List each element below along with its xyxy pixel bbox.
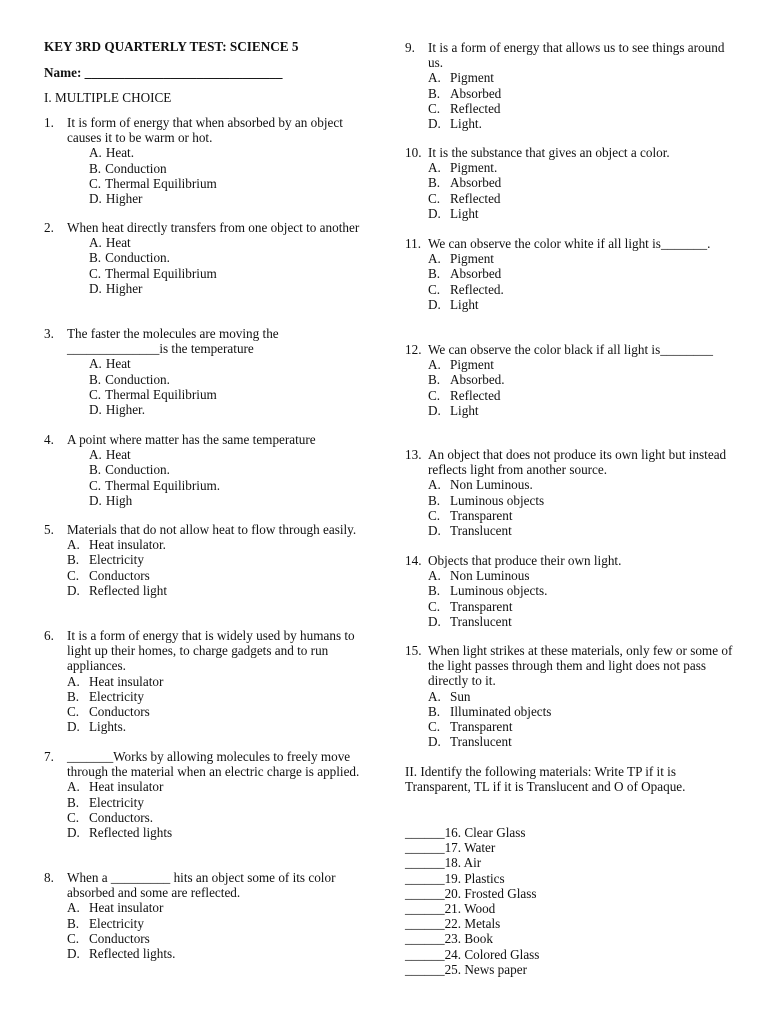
option-b: B. Luminous objects (428, 492, 545, 508)
question-number: 9. (405, 40, 415, 55)
option-d: D. Reflected lights. (67, 946, 176, 962)
option-b: B. Absorbed. (428, 372, 505, 388)
identify-item: ______23. Book (405, 931, 493, 947)
option-c: C. Reflected (428, 387, 501, 403)
option-d: D. Light (428, 205, 479, 221)
question-number: 3. (44, 326, 54, 341)
identify-item: ______24. Colored Glass (405, 946, 540, 962)
question-text: When light strikes at these materials, only few or some of the light passes through them and light does not pass directly to it. (428, 643, 733, 689)
question-number: 12. (405, 342, 422, 357)
question-text: It is the substance that gives an object a color. (428, 145, 670, 160)
identify-item: ______20. Frosted Glass (405, 885, 537, 901)
option-a: A. Pigment (428, 70, 494, 86)
question-number: 10. (405, 145, 422, 160)
option-d: D. Light (428, 296, 479, 312)
option-b: B. Electricity (67, 794, 144, 810)
question-text: An object that does not produce its own light but instead reflects light from another source. (428, 447, 727, 478)
identify-item: ______22. Metals (405, 916, 501, 932)
identify-item: ______17. Water (405, 840, 496, 856)
question-text: It is a form of energy that is widely used by humans to light up their homes, to charge gadgets and to run appliances. (67, 628, 355, 674)
option-c: C. Thermal Equilibrium (89, 265, 217, 281)
question-text: We can observe the color white if all light is_______. (428, 236, 711, 251)
question-text: _______Works by allowing molecules to freely move through the material when an electric charge is applied. (67, 749, 360, 780)
question-6 (44, 628, 369, 734)
option-a: A. Pigment. (428, 160, 498, 176)
option-a: A. Heat (89, 235, 131, 251)
question-2 (44, 220, 369, 296)
question-text: When a _________ hits an object some of its color absorbed and some are reflected. (67, 870, 336, 901)
identify-item: ______19. Plastics (405, 870, 505, 886)
option-c: C. Reflected (428, 190, 501, 206)
option-c: C. Conductors. (67, 809, 154, 825)
option-b: B. Conduction (89, 160, 167, 176)
question-number: 13. (405, 447, 422, 462)
option-b: B. Illuminated objects (428, 703, 552, 719)
question-number: 4. (44, 432, 54, 447)
option-c: C. Reflected (428, 100, 501, 116)
option-d: D. Higher. (89, 402, 146, 418)
question-4 (44, 432, 369, 508)
option-a: A. Non Luminous (428, 568, 530, 584)
option-b: B. Electricity (67, 688, 144, 704)
option-d: D. Translucent (428, 734, 512, 750)
option-a: A. Non Luminous. (428, 477, 533, 493)
question-number: 11. (405, 236, 421, 251)
question-14 (405, 553, 740, 629)
question-7 (44, 749, 369, 840)
identify-item: ______16. Clear Glass (405, 825, 526, 840)
option-c: C. Conductors (67, 704, 150, 720)
question-number: 5. (44, 522, 54, 537)
option-b: B. Luminous objects. (428, 583, 548, 599)
option-c: C. Transparent (428, 598, 513, 614)
name-field-label: Name: ______________________________ (44, 65, 283, 80)
question-10 (405, 145, 740, 221)
section-identify-heading: II. Identify the following materials: Write TP if it is Transparent, TL if it is Translucent and O of Opaque. (405, 764, 686, 795)
identify-list (405, 825, 539, 977)
option-d: D. High (89, 492, 133, 508)
option-c: C. Conductors (67, 567, 150, 583)
option-a: A. Heat insulator (67, 900, 164, 916)
question-text: A point where matter has the same temperature (67, 432, 316, 447)
option-a: A. Sun (428, 688, 471, 704)
question-12 (405, 342, 740, 418)
option-a: A. Heat (89, 356, 131, 372)
question-8 (44, 870, 369, 961)
option-c: C. Conductors (67, 930, 150, 946)
option-b: B. Conduction. (89, 462, 170, 478)
question-13 (405, 447, 740, 538)
question-1 (44, 115, 369, 206)
identify-item: ______25. News paper (405, 961, 527, 977)
option-d: D. Translucent (428, 523, 512, 539)
option-b: B. Conduction. (89, 371, 170, 387)
option-d: D. Reflected light (67, 582, 167, 598)
question-9 (405, 40, 740, 131)
question-number: 15. (405, 643, 422, 658)
question-5 (44, 522, 369, 598)
option-c: C. Transparent (428, 507, 513, 523)
test-title: KEY 3RD QUARTERLY TEST: SCIENCE 5 (44, 39, 299, 54)
question-text: Objects that produce their own light. (428, 553, 622, 568)
option-c: C. Transparent (428, 719, 513, 735)
option-a: A. Heat insulator. (67, 537, 166, 553)
option-b: B. Absorbed (428, 266, 502, 282)
option-c: C. Thermal Equilibrium (89, 175, 217, 191)
question-number: 2. (44, 220, 54, 235)
option-d: D. Reflected lights (67, 825, 173, 841)
option-a: A. Heat. (89, 145, 135, 161)
identify-item: ______21. Wood (405, 901, 496, 917)
option-c: C. Thermal Equilibrium (89, 386, 217, 402)
option-b: B. Absorbed (428, 175, 502, 191)
question-text: The faster the molecules are moving the ______________is the temperature (67, 326, 279, 357)
option-d: D. Light. (428, 116, 482, 132)
option-c: C. Reflected. (428, 281, 504, 297)
option-b: B. Conduction. (89, 250, 170, 266)
option-a: A. Heat (89, 447, 131, 463)
option-d: D. Higher (89, 280, 143, 296)
question-number: 1. (44, 115, 54, 130)
option-a: A. Pigment (428, 357, 494, 373)
question-15 (405, 643, 740, 749)
identify-item: ______18. Air (405, 855, 482, 871)
option-a: A. Pigment (428, 251, 494, 267)
question-number: 6. (44, 628, 54, 643)
question-number: 8. (44, 870, 54, 885)
question-text: It is a form of energy that allows us to see things around us. (428, 40, 725, 71)
option-b: B. Electricity (67, 915, 144, 931)
option-a: A. Heat insulator (67, 779, 164, 795)
question-text: When heat directly transfers from one object to another (67, 220, 360, 235)
question-text: Materials that do not allow heat to flow through easily. (67, 522, 357, 537)
question-number: 7. (44, 749, 54, 764)
option-d: D. Higher (89, 191, 143, 207)
question-text: We can observe the color black if all light is________ (428, 342, 713, 357)
question-11 (405, 236, 740, 312)
question-number: 14. (405, 553, 422, 568)
option-c: C. Thermal Equilibrium. (89, 477, 221, 493)
option-d: D. Lights. (67, 719, 126, 735)
option-b: B. Electricity (67, 552, 144, 568)
option-d: D. Translucent (428, 613, 512, 629)
option-d: D. Light (428, 402, 479, 418)
section-multiple-choice-heading: I. MULTIPLE CHOICE (44, 90, 172, 105)
option-b: B. Absorbed (428, 85, 502, 101)
option-a: A. Heat insulator (67, 673, 164, 689)
question-text: It is form of energy that when absorbed by an object causes it to be warm or hot. (67, 115, 343, 146)
question-3 (44, 326, 369, 417)
